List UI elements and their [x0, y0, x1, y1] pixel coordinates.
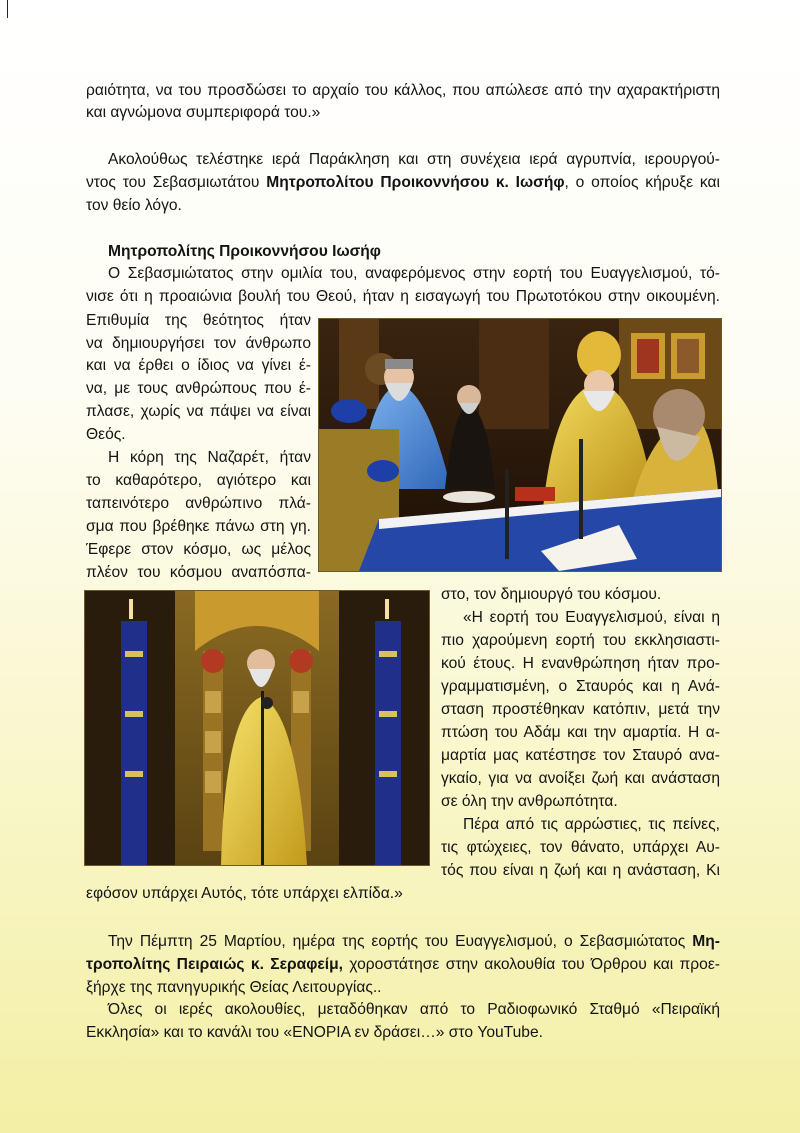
section-heading: Μητροπολίτης Προικοννήσου Ιωσήφ	[108, 243, 381, 260]
bold-name: Μητροπολίτου Προικοννήσου κ. Ιωσήφ	[266, 174, 565, 191]
column-line: να δημιουργήσει τον άνθρωπο	[86, 335, 311, 352]
bold-name: τροπολίτης Πειραιώς κ. Σεραφείμ,	[86, 956, 344, 973]
liturgy-at-altar-photo	[318, 318, 722, 572]
column-line: μαρτία μας κατέστησε τον Σταυρό ανα-	[441, 747, 720, 764]
paragraph-line: νισε ότι η προαιώνια βουλή του Θεού, ήταν η εισαγωγή του Πρωτοτόκου στην οικουμένη.	[86, 288, 720, 305]
liturgy-photo-illustration	[319, 319, 721, 571]
column-line: Θεός.	[86, 426, 126, 443]
paragraph-line: ξήρχε της πανηγυρικής Θείας Λειτουργίας..	[86, 979, 382, 996]
column-line: πλασε, χωρίς να πάψει να είναι	[86, 403, 311, 420]
column-line: γραμματισμένη, ο Σταυρός και η Ανά-	[441, 678, 720, 695]
column-line: σταση προστέθηκαν κατόπιν, μετά την	[441, 701, 720, 718]
paragraph-line: ραιότητα, να του προσδώσει το αρχαίο του κάλλος, που απώλεσε από την αχαρακτήριστη	[86, 82, 720, 99]
paragraph-line: εφόσον υπάρχει Αυτός, τότε υπάρχει ελπίδα.»	[86, 885, 403, 902]
column-line: ταπεινότερο ανθρώπινο πλά-	[86, 495, 311, 512]
column-line: τός που είναι η ζωή και η ανάσταση, Κι	[441, 862, 720, 879]
column-line: πιο χαρούμενη εορτή του εκκλησιαστι-	[441, 632, 720, 649]
column-line: γκαίο, για να ανοίξει ζωή και ανάσταση	[441, 770, 720, 787]
paragraph-line: Την Πέμπτη 25 Μαρτίου, ημέρα της εορτής του Ευαγγελισμού, ο Σεβασμιώτατος Μη-	[108, 933, 720, 950]
column-line: κού έτους. Η ενανθρώπηση ήταν προ-	[441, 655, 720, 672]
column-line: να, με τους ανθρώπους που έ-	[86, 380, 311, 397]
bold-name: Μη-	[692, 933, 720, 950]
paragraph-line: ντος του Σεβασμιωτάτου Μητροπολίτου Προικοννήσου κ. Ιωσήφ, ο οποίος κήρυξε και	[86, 174, 720, 191]
column-line: τις φτώχειες, τον θάνατο, υπάρχει Αυ-	[441, 839, 720, 856]
column-line: πτώση του Αδάμ και την αμαρτία. Η α-	[441, 724, 720, 741]
column-line: σε όλη την ανθρωπότητα.	[441, 793, 618, 810]
column-line: σμα που βρέθηκε πάνω στη γη.	[86, 518, 311, 535]
paragraph-line: τον θείο λόγο.	[86, 197, 182, 214]
column-line: το καθαρότερο, αγιότερο και	[86, 472, 311, 489]
bishop-sermon-photo	[84, 590, 430, 866]
sermon-photo-illustration	[85, 591, 429, 865]
column-line: Πέρα από τις αρρώστιες, τις πείνες,	[463, 816, 720, 833]
column-line: «Η εορτή του Ευαγγελισμού, είναι η	[463, 609, 720, 626]
column-line: πλέον του κόσμου αναπόσπα-	[86, 564, 311, 581]
paragraph-line: και αγνώμονα συμπεριφορά του.»	[86, 104, 321, 121]
column-line: Έφερε στον κόσμο, ως μέλος	[86, 541, 311, 558]
column-line: και να έρθει ο ίδιος να γίνει έ-	[86, 357, 311, 374]
paragraph-line: Εκκλησία» και το κανάλι του «ΕΝΟΡΙΑ εν δράσει…» στο YouTube.	[86, 1024, 543, 1041]
crop-mark	[0, 0, 8, 18]
paragraph-line: Ο Σεβασμιώτατος στην ομιλία του, αναφερόμενος στην εορτή του Ευαγγελισμού, τό-	[108, 265, 720, 282]
column-line: στο, τον δημιουργό του κόσμου.	[441, 586, 662, 603]
paragraph-line: Όλες οι ιερές ακολουθίες, μεταδόθηκαν από το Ραδιοφωνικό Σταθμό «Πειραϊκή	[108, 1001, 720, 1018]
paragraph-line: Ακολούθως τελέστηκε ιερά Παράκληση και στη συνέχεια ιερά αγρυπνία, ιερουργού-	[108, 151, 720, 168]
column-line: Η κόρη της Ναζαρέτ, ήταν	[108, 449, 311, 466]
paragraph-line: τροπολίτης Πειραιώς κ. Σεραφείμ, χοροστάτησε στην ακολουθία του Όρθρου και προε-	[86, 956, 720, 973]
column-line: Επιθυμία της θεότητος ήταν	[86, 312, 311, 329]
